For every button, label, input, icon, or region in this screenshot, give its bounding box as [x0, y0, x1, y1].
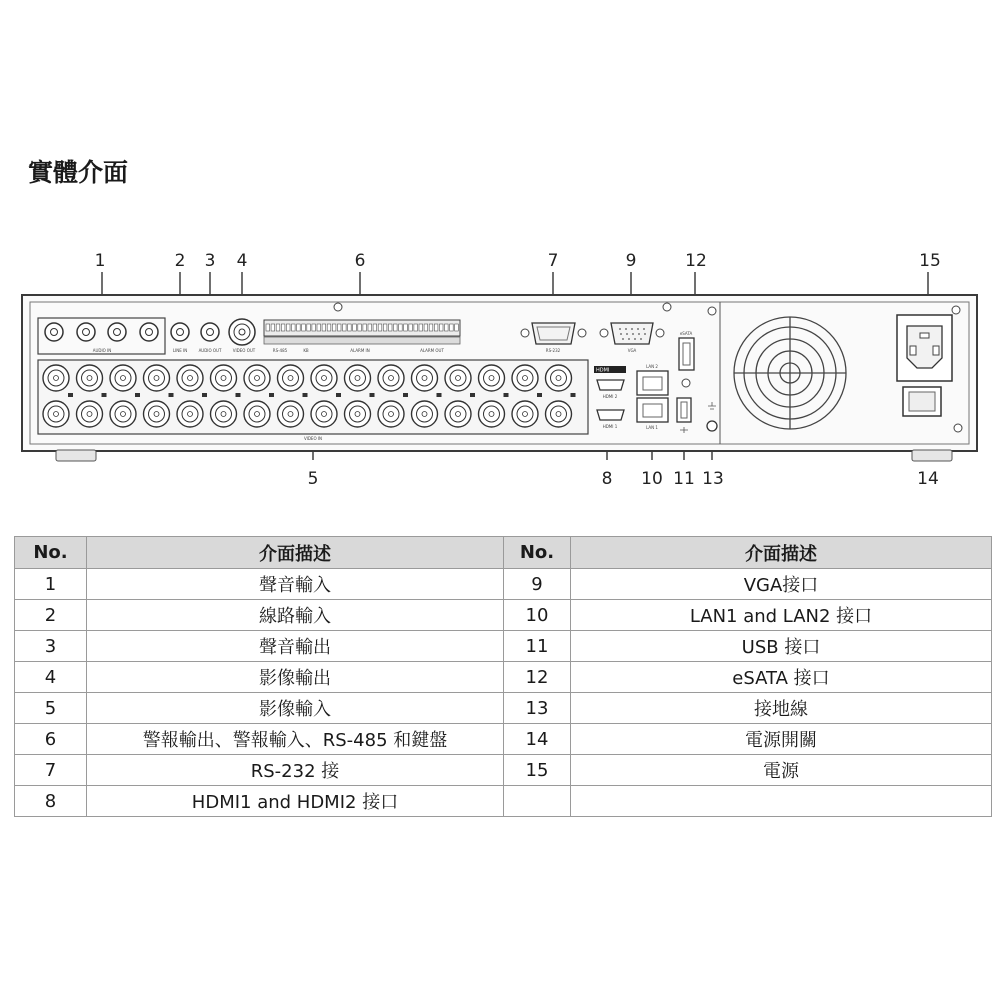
bnc-channel-marker: [135, 393, 140, 397]
table-cell: 6: [15, 724, 87, 755]
table-header-row: [15, 537, 992, 569]
terminal-pin: [414, 324, 418, 331]
vga-label: VGA: [627, 348, 637, 353]
terminal-pin: [348, 324, 352, 331]
table-cell: 5: [15, 693, 87, 724]
esata-label: eSATA: [679, 331, 693, 336]
table-cell: 警報輸出、警報輸入、RS-485 和鍵盤: [87, 724, 504, 755]
table-cell: 14: [504, 724, 571, 755]
bnc-connector: [479, 365, 505, 391]
hdmi2-label: HDMI 2: [602, 394, 618, 399]
bnc-connector: [412, 365, 438, 391]
bnc-connector: [512, 401, 538, 427]
table-cell: VGA接口: [571, 569, 992, 600]
video-in-label: VIDEO IN: [303, 436, 323, 441]
bnc-connector: [546, 401, 572, 427]
alarm-in-label: ALARM IN: [350, 348, 370, 353]
terminal-pin: [276, 324, 280, 331]
table-cell: [571, 786, 992, 817]
cooling-fan: [734, 317, 846, 429]
bnc-connector: [77, 401, 103, 427]
table-cell: [504, 786, 571, 817]
callout-3: 3: [204, 251, 216, 271]
terminal-pin: [266, 324, 270, 331]
table-cell: 影像輸出: [87, 662, 504, 693]
table-cell: HDMI1 and HDMI2 接口: [87, 786, 504, 817]
bnc-connector: [110, 401, 136, 427]
terminal-pin: [450, 324, 454, 331]
terminal-pin: [434, 324, 438, 331]
table-cell: LAN1 and LAN2 接口: [571, 600, 992, 631]
audio-out-label: AUDIO OUT: [198, 348, 222, 353]
bnc-channel-marker: [169, 393, 174, 397]
header-description-left: 介面描述: [87, 537, 504, 569]
callout-15: 15: [919, 251, 941, 271]
bnc-connector: [445, 365, 471, 391]
bnc-connector: [311, 401, 337, 427]
interface-description-table: [14, 536, 992, 817]
table-cell: 9: [504, 569, 571, 600]
hdmi-logo-text: HDMI: [596, 367, 610, 374]
terminal-pin: [399, 324, 403, 331]
terminal-pin: [337, 324, 341, 331]
callout-6: 6: [354, 251, 366, 271]
table-cell: 15: [504, 755, 571, 786]
terminal-pin: [281, 324, 285, 331]
terminal-pin: [439, 324, 443, 331]
bnc-channel-marker: [303, 393, 308, 397]
kb-label: KB: [303, 348, 309, 353]
table-row: [15, 662, 992, 693]
table-row: [15, 569, 992, 600]
table-row: [15, 755, 992, 786]
terminal-pin: [394, 324, 398, 331]
bnc-channel-marker: [370, 393, 375, 397]
callout-9: 9: [625, 251, 637, 271]
table-row: [15, 631, 992, 662]
terminal-pin: [383, 324, 387, 331]
lan1-label: LAN 1: [646, 425, 658, 430]
bnc-connector: [546, 365, 572, 391]
bnc-connector: [110, 365, 136, 391]
bnc-connector: [445, 401, 471, 427]
table-row: [15, 693, 992, 724]
dvr-rear-panel-diagram: [0, 240, 1000, 490]
callout-1: 1: [94, 251, 106, 271]
bnc-connector: [244, 365, 270, 391]
bnc-channel-marker: [437, 393, 442, 397]
callout-7: 7: [547, 251, 559, 271]
page-title: 實體介面: [28, 158, 129, 187]
alarm-out-label: ALARM OUT: [420, 348, 444, 353]
table-cell: 8: [15, 786, 87, 817]
callout-14: 14: [917, 469, 939, 489]
table-cell: 11: [504, 631, 571, 662]
terminal-pin: [343, 324, 347, 331]
terminal-pin: [312, 324, 316, 331]
bnc-connector: [211, 365, 237, 391]
rs485-label: RS-485: [272, 348, 288, 353]
terminal-pin: [332, 324, 336, 331]
callout-4: 4: [236, 251, 248, 271]
terminal-pin: [409, 324, 413, 331]
table-cell: eSATA 接口: [571, 662, 992, 693]
terminal-pin: [373, 324, 377, 331]
bnc-connector: [378, 365, 404, 391]
table-cell: 10: [504, 600, 571, 631]
bnc-connector: [311, 365, 337, 391]
lan2-label: LAN 2: [646, 364, 658, 369]
video-out-label: VIDEO OUT: [232, 348, 256, 353]
terminal-pin: [429, 324, 433, 331]
terminal-pin: [363, 324, 367, 331]
table-row: [15, 600, 992, 631]
terminal-pin: [388, 324, 392, 331]
header-description-right: 介面描述: [571, 537, 992, 569]
terminal-pin: [322, 324, 326, 331]
terminal-pin: [424, 324, 428, 331]
bnc-connector: [43, 401, 69, 427]
rs232-label: RS-232: [545, 348, 561, 353]
bnc-channel-marker: [571, 393, 576, 397]
bnc-connector: [144, 365, 170, 391]
bnc-channel-marker: [202, 393, 207, 397]
terminal-pin: [302, 324, 306, 331]
table-row: [15, 786, 992, 817]
callout-13: 13: [702, 469, 724, 489]
table-cell: 聲音輸出: [87, 631, 504, 662]
bnc-connector: [77, 365, 103, 391]
bnc-connector: [479, 401, 505, 427]
bnc-connector: [278, 365, 304, 391]
bnc-channel-marker: [102, 393, 107, 397]
table-cell: 影像輸入: [87, 693, 504, 724]
bnc-connector: [378, 401, 404, 427]
terminal-pin: [455, 324, 459, 331]
bnc-connector: [177, 365, 203, 391]
table-cell: 線路輸入: [87, 600, 504, 631]
table-cell: 聲音輸入: [87, 569, 504, 600]
header-no-right: No.: [504, 537, 571, 569]
line-audio-video-out-group: [171, 319, 256, 353]
terminal-pin: [419, 324, 423, 331]
table-cell: 電源: [571, 755, 992, 786]
bnc-channel-marker: [336, 393, 341, 397]
video-in-bnc-bank: [38, 360, 588, 441]
bnc-channel-marker: [470, 393, 475, 397]
bnc-connector: [345, 401, 371, 427]
bnc-connector: [278, 401, 304, 427]
terminal-pin: [286, 324, 290, 331]
terminal-pin: [271, 324, 275, 331]
terminal-pin: [317, 324, 321, 331]
bnc-connector: [345, 365, 371, 391]
bnc-connector: [244, 401, 270, 427]
terminal-pin: [292, 324, 296, 331]
table-cell: 接地線: [571, 693, 992, 724]
bnc-connector: [144, 401, 170, 427]
table-cell: 電源開關: [571, 724, 992, 755]
terminal-pin: [378, 324, 382, 331]
bnc-connector: [211, 401, 237, 427]
bnc-connector: [412, 401, 438, 427]
table-cell: RS-232 接: [87, 755, 504, 786]
bnc-channel-marker: [236, 393, 241, 397]
table-cell: 7: [15, 755, 87, 786]
terminal-pin: [353, 324, 357, 331]
bnc-channel-marker: [68, 393, 73, 397]
callout-8: 8: [601, 469, 613, 489]
table-cell: 12: [504, 662, 571, 693]
callout-5: 5: [307, 469, 319, 489]
table-cell: 13: [504, 693, 571, 724]
hdmi1-label: HDMI 1: [602, 424, 618, 429]
line-in-label: LINE IN: [172, 348, 188, 353]
bnc-channel-marker: [403, 393, 408, 397]
terminal-pin: [327, 324, 331, 331]
bnc-connector: [43, 365, 69, 391]
table-cell: 2: [15, 600, 87, 631]
header-no-left: No.: [15, 537, 87, 569]
table-cell: 3: [15, 631, 87, 662]
terminal-pin: [307, 324, 311, 331]
table-row: [15, 724, 992, 755]
terminal-pin: [297, 324, 301, 331]
terminal-pin: [404, 324, 408, 331]
callout-2: 2: [174, 251, 186, 271]
table-cell: 1: [15, 569, 87, 600]
bnc-connector: [512, 365, 538, 391]
bnc-channel-marker: [537, 393, 542, 397]
table-cell: USB 接口: [571, 631, 992, 662]
terminal-pin: [358, 324, 362, 331]
bnc-channel-marker: [504, 393, 509, 397]
callout-11: 11: [673, 469, 695, 489]
terminal-pin: [368, 324, 372, 331]
callout-12: 12: [685, 251, 707, 271]
table-cell: 4: [15, 662, 87, 693]
audio-in-label: AUDIO IN: [92, 348, 112, 353]
bnc-connector: [177, 401, 203, 427]
terminal-pin: [445, 324, 449, 331]
callout-10: 10: [641, 469, 663, 489]
bnc-channel-marker: [269, 393, 274, 397]
